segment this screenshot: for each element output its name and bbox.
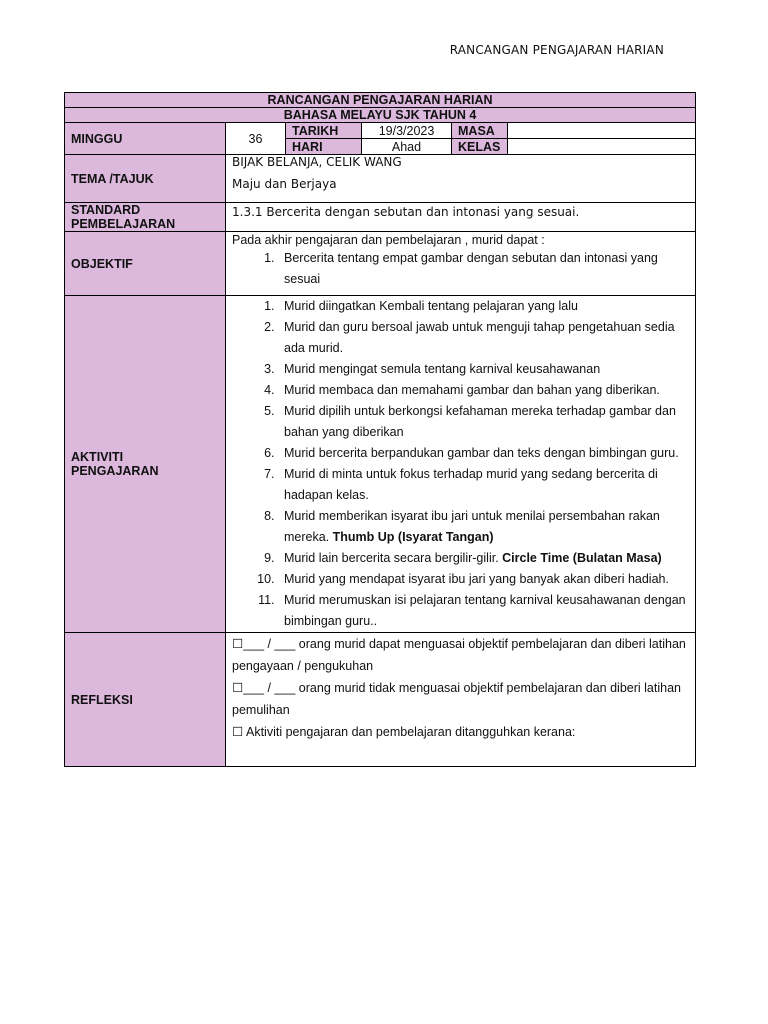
hari-label: HARI [286, 139, 362, 155]
kelas-label: KELAS [452, 139, 508, 155]
aktiviti-list [232, 296, 689, 632]
masa-value [508, 123, 696, 139]
standard-label-line-2: PEMBELAJARAN [71, 217, 176, 231]
objektif-label: OBJEKTIF [65, 232, 226, 296]
aktiviti-label [65, 296, 226, 633]
standard-row [65, 203, 696, 232]
tarikh-value: 19/3/2023 [362, 123, 452, 139]
activity-technique: Circle Time (Bulatan Masa) [502, 551, 662, 565]
activity-text: Murid lain bercerita secara bergilir-gilir. [284, 551, 503, 565]
refleksi-line-3: ☐ Aktiviti pengajaran dan pembelajaran ditangguhkan kerana: [232, 725, 576, 739]
list-item [278, 401, 689, 443]
list-item [278, 464, 689, 506]
aktiviti-value [226, 296, 696, 633]
list-item [278, 590, 689, 632]
title-row-1 [65, 93, 696, 108]
list-item: 1. Bercerita tentang empat gambar dengan sebutan dan intonasi yang sesuai [278, 248, 689, 290]
lesson-plan-table [64, 92, 696, 767]
tema-row [65, 155, 696, 203]
activity-text: Murid merumuskan isi pelajaran tentang karnival keusahawanan dengan bimbingan guru.. [284, 593, 686, 628]
activity-text: Murid memberikan isyarat ibu jari untuk menilai persembahan rakan mereka. [284, 509, 660, 544]
standard-value [226, 203, 696, 232]
activity-text: Murid dan guru bersoal jawab untuk menguji tahap pengetahuan sedia ada murid. [284, 320, 675, 355]
title-row-2 [65, 108, 696, 123]
list-item [278, 506, 689, 548]
objektif-row [65, 232, 696, 296]
list-item [278, 359, 689, 380]
standard-text: 1.3.1 Bercerita dengan sebutan dan intonasi yang sesuai. [232, 205, 580, 219]
activity-text: Murid diingatkan Kembali tentang pelajaran yang lalu [284, 299, 578, 313]
objektif-intro: Pada akhir pengajaran dan pembelajaran , murid dapat : [232, 233, 545, 247]
tema-value [226, 155, 696, 203]
list-item [278, 569, 689, 590]
masa-label: MASA [452, 123, 508, 139]
tarikh-label: TARIKH [286, 123, 362, 139]
activity-text: Murid dipilih untuk berkongsi kefahaman mereka terhadap gambar dan bahan yang diberikan [284, 404, 676, 439]
refleksi-line-2: ☐___ / ___ orang murid tidak menguasai objektif pembelajaran dan diberi latihan pemulihan [232, 681, 681, 717]
activity-text: Murid yang mendapat isyarat ibu jari yang banyak akan diberi hadiah. [284, 572, 669, 586]
activity-text: Murid mengingat semula tentang karnival keusahawanan [284, 362, 601, 376]
plan-subject: BAHASA MELAYU SJK TAHUN 4 [65, 108, 696, 123]
tema-line-2: Maju dan Berjaya [232, 177, 337, 191]
list-item [278, 317, 689, 359]
standard-label-line-1: STANDARD [71, 203, 141, 217]
activity-text: Murid membaca dan memahami gambar dan bahan yang diberikan. [284, 383, 660, 397]
refleksi-label: REFLEKSI [65, 633, 226, 767]
objektif-value [226, 232, 696, 296]
aktiviti-label-line-2: PENGAJARAN [71, 464, 159, 478]
info-row-1 [65, 123, 696, 139]
plan-title: RANCANGAN PENGAJARAN HARIAN [65, 93, 696, 108]
hari-value: Ahad [362, 139, 452, 155]
running-header: RANCANGAN PENGAJARAN HARIAN [449, 43, 664, 57]
tema-label: TEMA /TAJUK [65, 155, 226, 203]
minggu-label: MINGGU [65, 123, 226, 155]
list-item [278, 380, 689, 401]
activity-text: Murid bercerita berpandukan gambar dan teks dengan bimbingan guru. [284, 446, 679, 460]
aktiviti-row [65, 296, 696, 633]
list-item [278, 443, 689, 464]
list-item [278, 548, 689, 569]
list-item [278, 296, 689, 317]
activity-text: Murid di minta untuk fokus terhadap murid yang sedang bercerita di hadapan kelas. [284, 467, 658, 502]
refleksi-row [65, 633, 696, 767]
refleksi-line-1: ☐___ / ___ orang murid dapat menguasai objektif pembelajaran dan diberi latihan pengayaan / pengukuhan [232, 637, 686, 673]
tema-line-1: BIJAK BELANJA, CELIK WANG [232, 155, 402, 169]
standard-label [65, 203, 226, 232]
minggu-value: 36 [226, 123, 286, 155]
objektif-list [232, 248, 689, 290]
kelas-value [508, 139, 696, 155]
aktiviti-label-line-1: AKTIVITI [71, 450, 124, 464]
refleksi-value [226, 633, 696, 767]
activity-technique: Thumb Up (Isyarat Tangan) [332, 530, 494, 544]
